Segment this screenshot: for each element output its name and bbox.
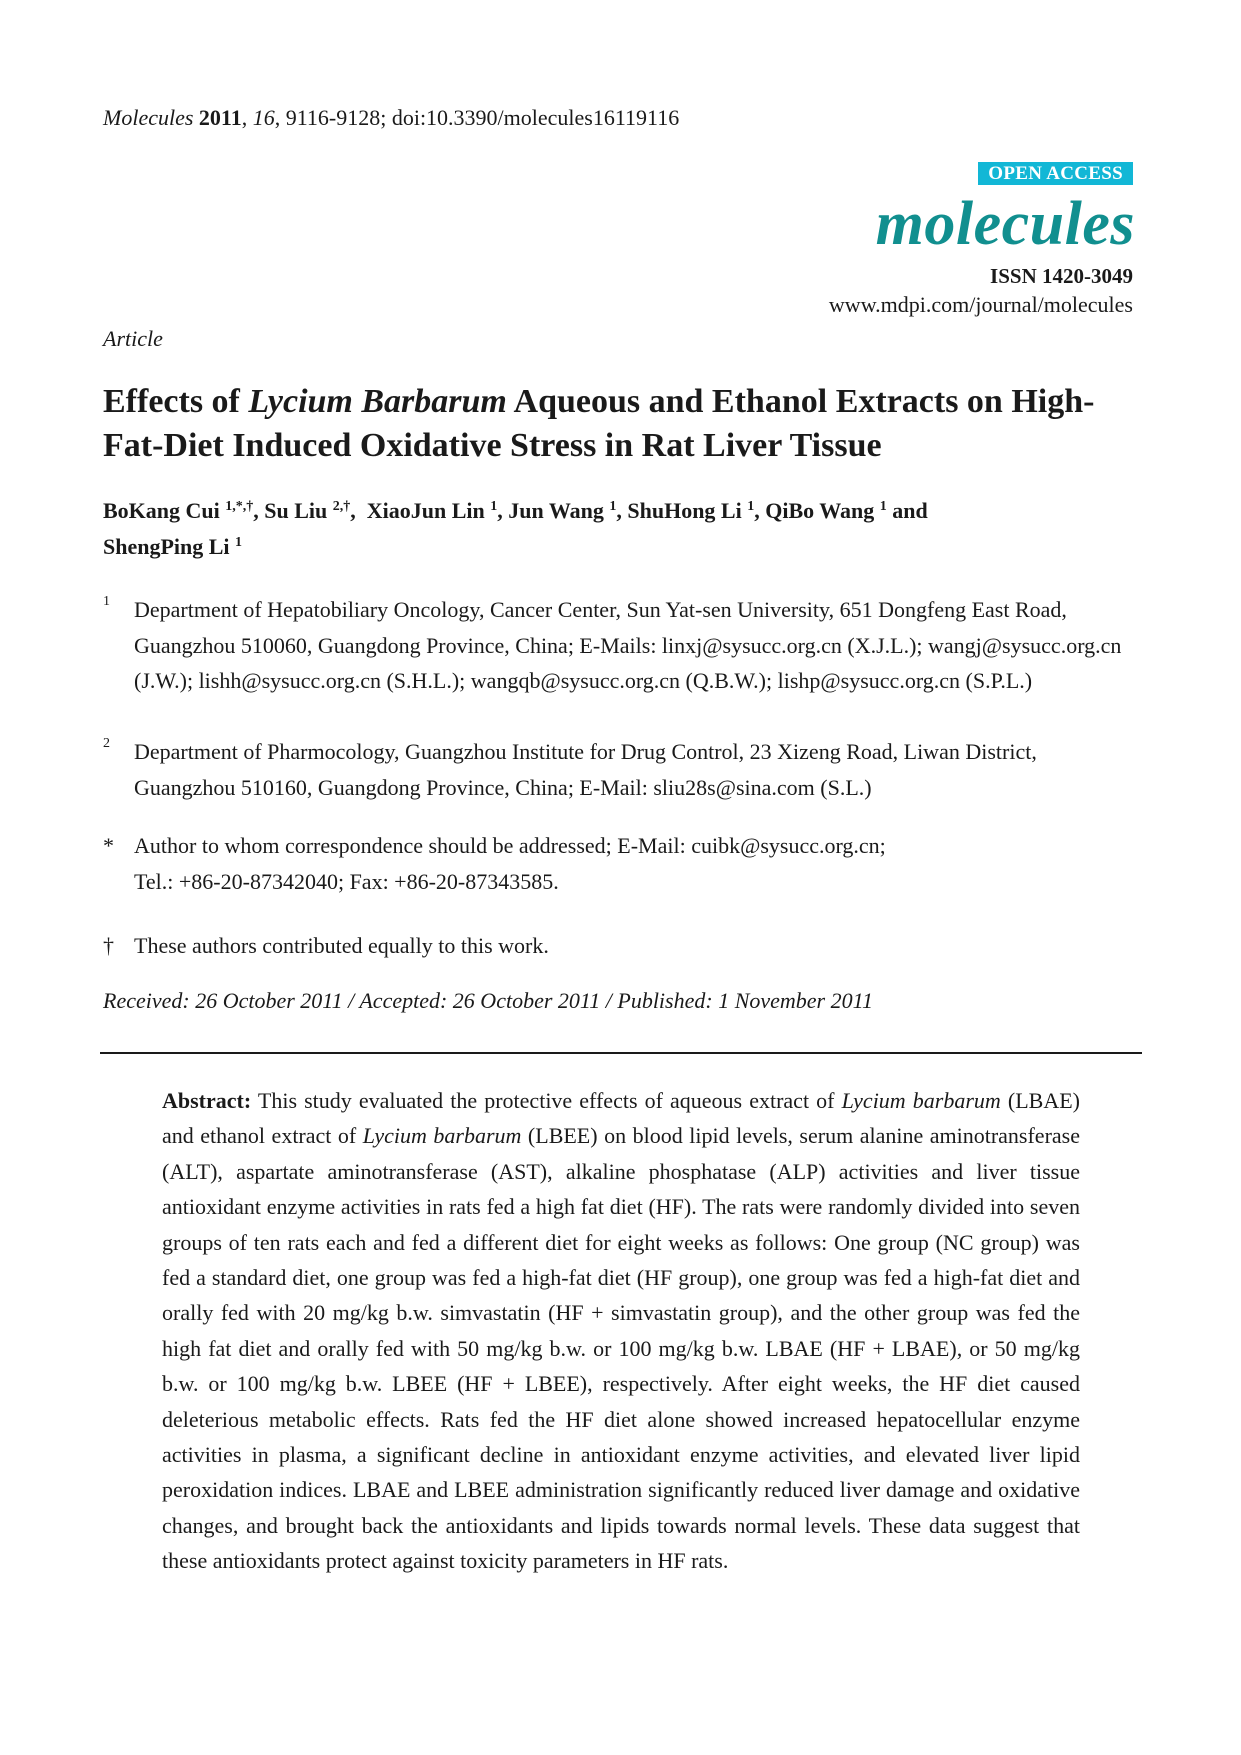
affiliation-text: Department of Hepatobiliary Oncology, Cancer Center, Sun Yat-sen University, 651 Dongfeng East Road, Guangzhou 510060, Guangdong Province, China; E-Mails: linxj@sysucc.org.cn (X.J.L.); wangj@sysucc.org.cn (J.W.); lishh@sysucc.org.cn (S.H.L.); wangqb@sysucc.org.cn (Q.B.W.); lishp@sysucc.org.cn (S.P.L.) bbox=[134, 597, 1122, 693]
author-list: BoKang Cui $^{1,*,\dagger}$, Su Liu $^{2,\dagger}$, XiaoJun Lin $^1$, Jun Wang $^1$, ShuHong Li $^1$, QiBo Wang $^1$ and ShengPing Li $^1$ bbox=[103, 498, 928, 559]
citation-year: 2011 bbox=[198, 105, 242, 130]
correspondence-line-2: Tel.: +86-20-87342040; Fax: +86-20-87343585. bbox=[134, 868, 559, 894]
article-type: Article bbox=[103, 326, 163, 351]
affiliation-2 bbox=[103, 734, 1143, 805]
author-affiliation-sup: 1,*,† bbox=[225, 499, 254, 514]
citation-journal: Molecules bbox=[103, 105, 194, 130]
journal-logo: molecules bbox=[875, 190, 1135, 258]
author-name: QiBo Wang bbox=[765, 498, 875, 523]
title-part-2: Aqueous and Ethanol Extracts on High-Fat-Diet Induced Oxidative Stress in Rat Liver Tissue bbox=[103, 383, 1095, 464]
authors-and: and bbox=[892, 498, 928, 523]
correspondence-line-1: Author to whom correspondence should be addressed; E-Mail: cuibk@sysucc.org.cn; bbox=[134, 833, 886, 858]
title-part-1: Effects of bbox=[103, 383, 249, 420]
author-affiliation-sup: 1 bbox=[879, 499, 887, 514]
author-affiliation-sup: 2,† bbox=[332, 499, 351, 514]
affiliation-marker: 1 bbox=[103, 594, 110, 609]
article-title bbox=[103, 380, 1143, 468]
abstract-label: Abstract: bbox=[162, 1088, 252, 1113]
affiliation-text: Department of Pharmocology, Guangzhou Institute for Drug Control, 23 Xizeng Road, Liwan District, Guangzhou 510160, Guangdong Province, China; E-Mail: sliu28s@sina.com (S.L.) bbox=[134, 739, 1037, 800]
citation-pages-doi: , 9116-9128; doi:10.3390/molecules16119116 bbox=[274, 105, 680, 130]
author-name: XiaoJun Lin bbox=[366, 498, 485, 523]
author-affiliation-sup: 1 bbox=[490, 499, 498, 514]
equal-contribution-text: These authors contributed equally to this work. bbox=[134, 933, 549, 958]
correspondence-note bbox=[103, 828, 1143, 899]
citation-line: Molecules 2011, 16, 9116-9128; doi:10.3390/molecules16119116 bbox=[103, 105, 680, 130]
author-name: Su Liu bbox=[264, 498, 328, 523]
author-affiliation-sup: 1 bbox=[235, 535, 243, 550]
author-name: BoKang Cui bbox=[103, 498, 220, 523]
author-name: Jun Wang bbox=[508, 498, 604, 523]
abstract bbox=[162, 1083, 1080, 1579]
header-divider bbox=[100, 1052, 1142, 1054]
abstract-species: Lycium barbarum bbox=[841, 1088, 1001, 1113]
title-species: Lycium Barbarum bbox=[248, 383, 507, 420]
author-name: ShuHong Li bbox=[627, 498, 742, 523]
dagger-marker: † bbox=[103, 933, 114, 958]
abstract-species: Lycium barbarum bbox=[362, 1123, 522, 1149]
affiliation-marker: 2 bbox=[103, 736, 110, 751]
issn: ISSN 1420-3049 bbox=[990, 264, 1133, 288]
publication-dates: Received: 26 October 2011 / Accepted: 26 October 2011 / Published: 1 November 2011 bbox=[103, 988, 873, 1013]
equal-contribution-note bbox=[103, 928, 1143, 964]
author-name: ShengPing Li bbox=[103, 534, 230, 559]
open-access-badge: OPEN ACCESS bbox=[978, 162, 1133, 185]
abstract-text: (LBAE) and ethanol extract of bbox=[162, 1088, 1080, 1149]
author-affiliation-sup: 1 bbox=[609, 499, 617, 514]
citation-volume: 16 bbox=[252, 105, 275, 130]
abstract-text: This study evaluated the protective effects of aqueous extract of bbox=[251, 1088, 842, 1113]
affiliation-1 bbox=[103, 592, 1143, 699]
abstract-text: (LBEE) on blood lipid levels, serum alanine aminotransferase (ALT), aspartate aminotransferase (AST), alkaline phosphatase (ALP) activities and liver tissue antioxidant enzyme activities in rats fed a high fat diet (HF). The rats were randomly divided into seven groups of ten rats each and fed a different diet for eight weeks as follows: One group (NC group) was fed a standard diet, one group was fed a high-fat diet (HF group), one group was fed a high-fat diet and orally fed with 20 mg/kg b.w. simvastatin (HF + simvastatin group), and the other group was fed the high fat diet and orally fed with 50 mg/kg b.w. or 100 mg/kg b.w. LBAE (HF + LBAE), or 50 mg/kg b.w. or 100 mg/kg b.w. LBEE (HF + LBEE), respectively. After eight weeks, the HF diet caused deleterious metabolic effects. Rats fed the HF diet alone showed increased hepatocellular enzyme activities in plasma, a significant decline in antioxidant enzyme activities, and elevated liver lipid peroxidation indices. LBAE and LBEE administration significantly reduced liver damage and oxidative changes, and brought back the antioxidants and lipids towards normal levels. These data suggest that these antioxidants protect against toxicity parameters in HF rats. bbox=[162, 1123, 1080, 1574]
journal-url[interactable]: www.mdpi.com/journal/molecules bbox=[828, 292, 1133, 317]
author-affiliation-sup: 1 bbox=[747, 499, 755, 514]
correspondence-marker: * bbox=[103, 833, 114, 858]
